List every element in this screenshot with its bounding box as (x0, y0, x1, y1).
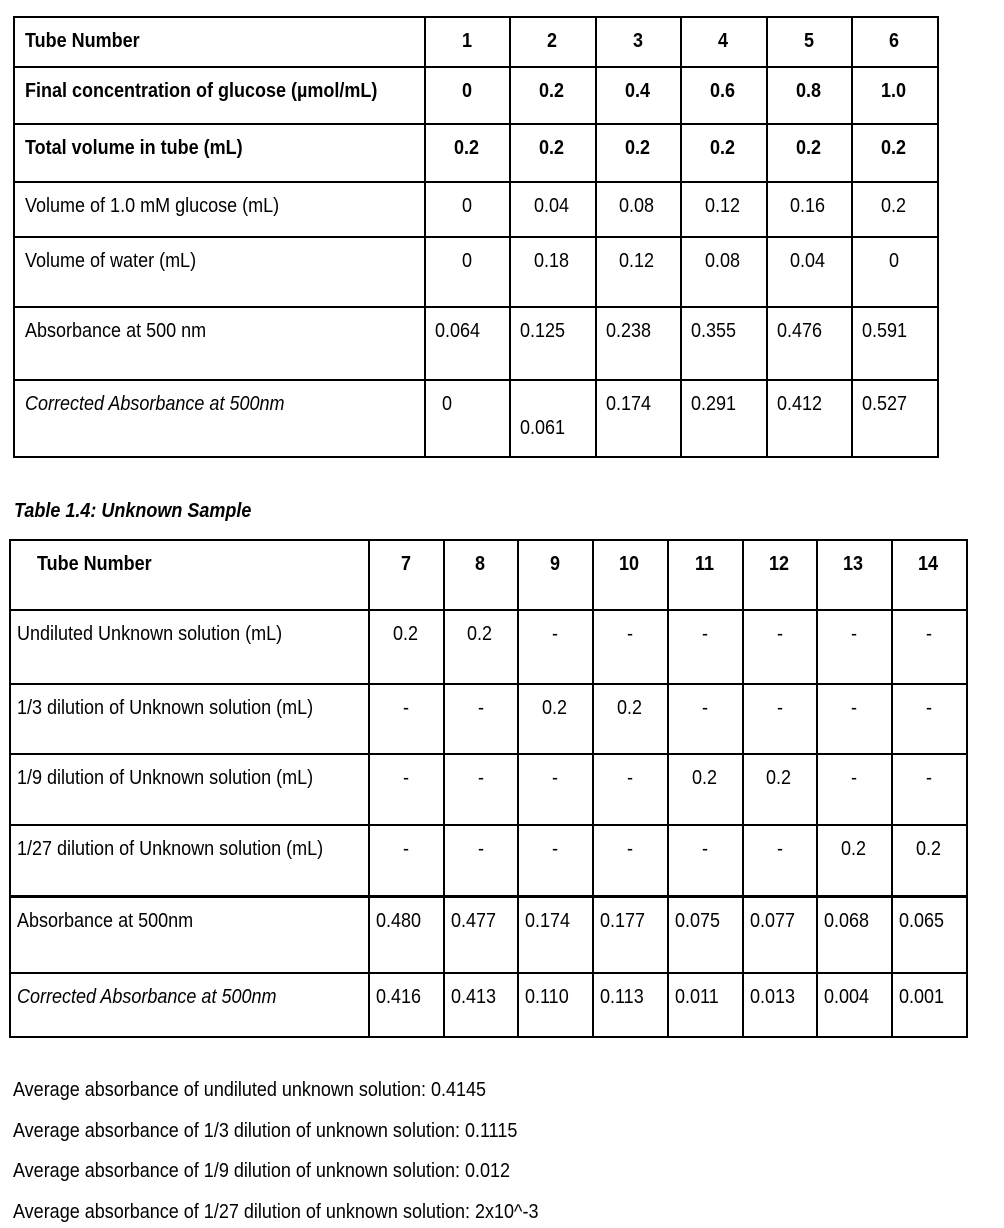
table-cell: - (444, 684, 518, 754)
table-cell: 0.2 (817, 825, 892, 896)
table-cell: - (743, 825, 817, 896)
table-cell: 0.08 (596, 182, 681, 237)
table-cell: 0.2 (593, 684, 668, 754)
header-cell: 11 (668, 540, 743, 610)
table-cell: 0.125 (510, 307, 596, 380)
header-cell: 2 (510, 17, 596, 67)
table-cell: 0.2 (743, 754, 817, 825)
table-row (14, 182, 938, 237)
table-cell: - (593, 610, 668, 684)
average-line: Average absorbance of 1/3 dilution of unknown solution: 0.1115 (13, 1120, 518, 1142)
header-cell: Tube Number (10, 540, 369, 610)
table-cell: - (892, 610, 967, 684)
table-cell: 0.2 (681, 124, 767, 182)
header-cell: 8 (444, 540, 518, 610)
table-row (10, 610, 967, 684)
table-cell: - (817, 754, 892, 825)
row-label: 1/27 dilution of Unknown solution (mL) (10, 825, 369, 896)
table-cell: 0.591 (852, 307, 938, 380)
table-cell: 0.238 (596, 307, 681, 380)
table-cell: - (668, 684, 743, 754)
table-cell: 0.477 (444, 896, 518, 973)
table-cell: 0.413 (444, 973, 518, 1037)
table-cell: 0.416 (369, 973, 444, 1037)
average-line: Average absorbance of 1/9 dilution of unknown solution: 0.012 (13, 1160, 511, 1182)
table-cell: - (593, 825, 668, 896)
table-row (14, 307, 938, 380)
table-cell: 0.2 (518, 684, 593, 754)
header-cell: 7 (369, 540, 444, 610)
table-row (14, 237, 938, 307)
table-cell: 0.2 (892, 825, 967, 896)
table-cell: - (369, 754, 444, 825)
table-cell: - (743, 610, 817, 684)
table-cell: 0.2 (510, 124, 596, 182)
table-cell: 0.527 (852, 380, 938, 457)
table-cell: 0.4 (596, 67, 681, 124)
header-cell: 6 (852, 17, 938, 67)
header-cell: Tube Number (14, 17, 425, 67)
table-cell: 0.001 (892, 973, 967, 1037)
row-label: Absorbance at 500 nm (14, 307, 425, 380)
table-cell: 0.177 (593, 896, 668, 973)
table-caption: Table 1.4: Unknown Sample (14, 500, 252, 522)
table-cell: 0.174 (596, 380, 681, 457)
table-cell: 0.174 (518, 896, 593, 973)
table-cell: - (817, 610, 892, 684)
table-cell: - (518, 610, 593, 684)
row-label: Corrected Absorbance at 500nm (10, 973, 369, 1037)
table-cell: 0.113 (593, 973, 668, 1037)
table-cell: - (892, 754, 967, 825)
table-cell: 0.08 (681, 237, 767, 307)
table-cell: - (817, 684, 892, 754)
table-cell: 0.480 (369, 896, 444, 973)
row-label: Corrected Absorbance at 500nm (14, 380, 425, 457)
table-cell: 0.110 (518, 973, 593, 1037)
table-cell: 1.0 (852, 67, 938, 124)
header-cell: 14 (892, 540, 967, 610)
table-cell: 0 (852, 237, 938, 307)
table-cell: - (892, 684, 967, 754)
table-cell: 0 (425, 380, 510, 457)
table-cell: 0.065 (892, 896, 967, 973)
average-line: Average absorbance of 1/27 dilution of unknown solution: 2x10^-3 (13, 1201, 539, 1223)
table-row (14, 380, 938, 457)
header-cell: 13 (817, 540, 892, 610)
header-cell: 12 (743, 540, 817, 610)
table-cell: 0.2 (510, 67, 596, 124)
table-cell: - (518, 754, 593, 825)
table-cell: 0.013 (743, 973, 817, 1037)
table-cell: 0.04 (767, 237, 852, 307)
table-cell: 0.2 (369, 610, 444, 684)
table-row (10, 896, 967, 973)
table-cell: 0.2 (668, 754, 743, 825)
table-cell: - (593, 754, 668, 825)
table-cell: 0.412 (767, 380, 852, 457)
table-cell: 0.075 (668, 896, 743, 973)
table-cell: 0.068 (817, 896, 892, 973)
table-cell: - (668, 825, 743, 896)
table-cell: 0.2 (425, 124, 510, 182)
table-cell: 0.12 (681, 182, 767, 237)
table-cell: - (444, 825, 518, 896)
glucose-standard-table (13, 16, 939, 458)
table-header-row (10, 540, 967, 610)
header-cell: 10 (593, 540, 668, 610)
table-cell: 0.2 (444, 610, 518, 684)
table-cell: 0 (425, 237, 510, 307)
header-cell: 9 (518, 540, 593, 610)
table-cell: 0.064 (425, 307, 510, 380)
table-cell: 0.8 (767, 67, 852, 124)
table-cell: 0.18 (510, 237, 596, 307)
table-cell: - (369, 825, 444, 896)
row-label: Undiluted Unknown solution (mL) (10, 610, 369, 684)
row-label: Final concentration of glucose (µmol/mL) (14, 67, 425, 124)
table-cell: - (369, 684, 444, 754)
table-cell: - (444, 754, 518, 825)
table-row (10, 754, 967, 825)
table-cell: - (743, 684, 817, 754)
table-cell: 0 (425, 67, 510, 124)
header-cell: 4 (681, 17, 767, 67)
table-cell: 0.2 (852, 182, 938, 237)
table-row (10, 684, 967, 754)
table-cell: 0.04 (510, 182, 596, 237)
table-row (10, 973, 967, 1037)
table-row (14, 67, 938, 124)
table-header-row (14, 17, 938, 67)
row-label: 1/3 dilution of Unknown solution (mL) (10, 684, 369, 754)
table-cell: 0.291 (681, 380, 767, 457)
table-cell: 0.2 (767, 124, 852, 182)
table-cell: 0.011 (668, 973, 743, 1037)
table-cell: 0 (425, 182, 510, 237)
row-label: Absorbance at 500nm (10, 896, 369, 973)
table-row (14, 124, 938, 182)
header-cell: 3 (596, 17, 681, 67)
unknown-sample-table (9, 539, 968, 1038)
table-cell: - (668, 610, 743, 684)
table-cell: 0.061 (510, 380, 596, 457)
table-cell: 0.6 (681, 67, 767, 124)
table-cell: 0.355 (681, 307, 767, 380)
row-label: Volume of 1.0 mM glucose (mL) (14, 182, 425, 237)
table-cell: 0.2 (596, 124, 681, 182)
table-cell: 0.077 (743, 896, 817, 973)
table-cell: 0.16 (767, 182, 852, 237)
row-label: Total volume in tube (mL) (14, 124, 425, 182)
table-cell: 0.2 (852, 124, 938, 182)
table-cell: 0.004 (817, 973, 892, 1037)
average-line: Average absorbance of undiluted unknown solution: 0.4145 (13, 1079, 487, 1101)
table-cell: 0.12 (596, 237, 681, 307)
header-cell: 5 (767, 17, 852, 67)
table-row (10, 825, 967, 896)
row-label: Volume of water (mL) (14, 237, 425, 307)
table-cell: 0.476 (767, 307, 852, 380)
row-label: 1/9 dilution of Unknown solution (mL) (10, 754, 369, 825)
table-cell: - (518, 825, 593, 896)
header-cell: 1 (425, 17, 510, 67)
